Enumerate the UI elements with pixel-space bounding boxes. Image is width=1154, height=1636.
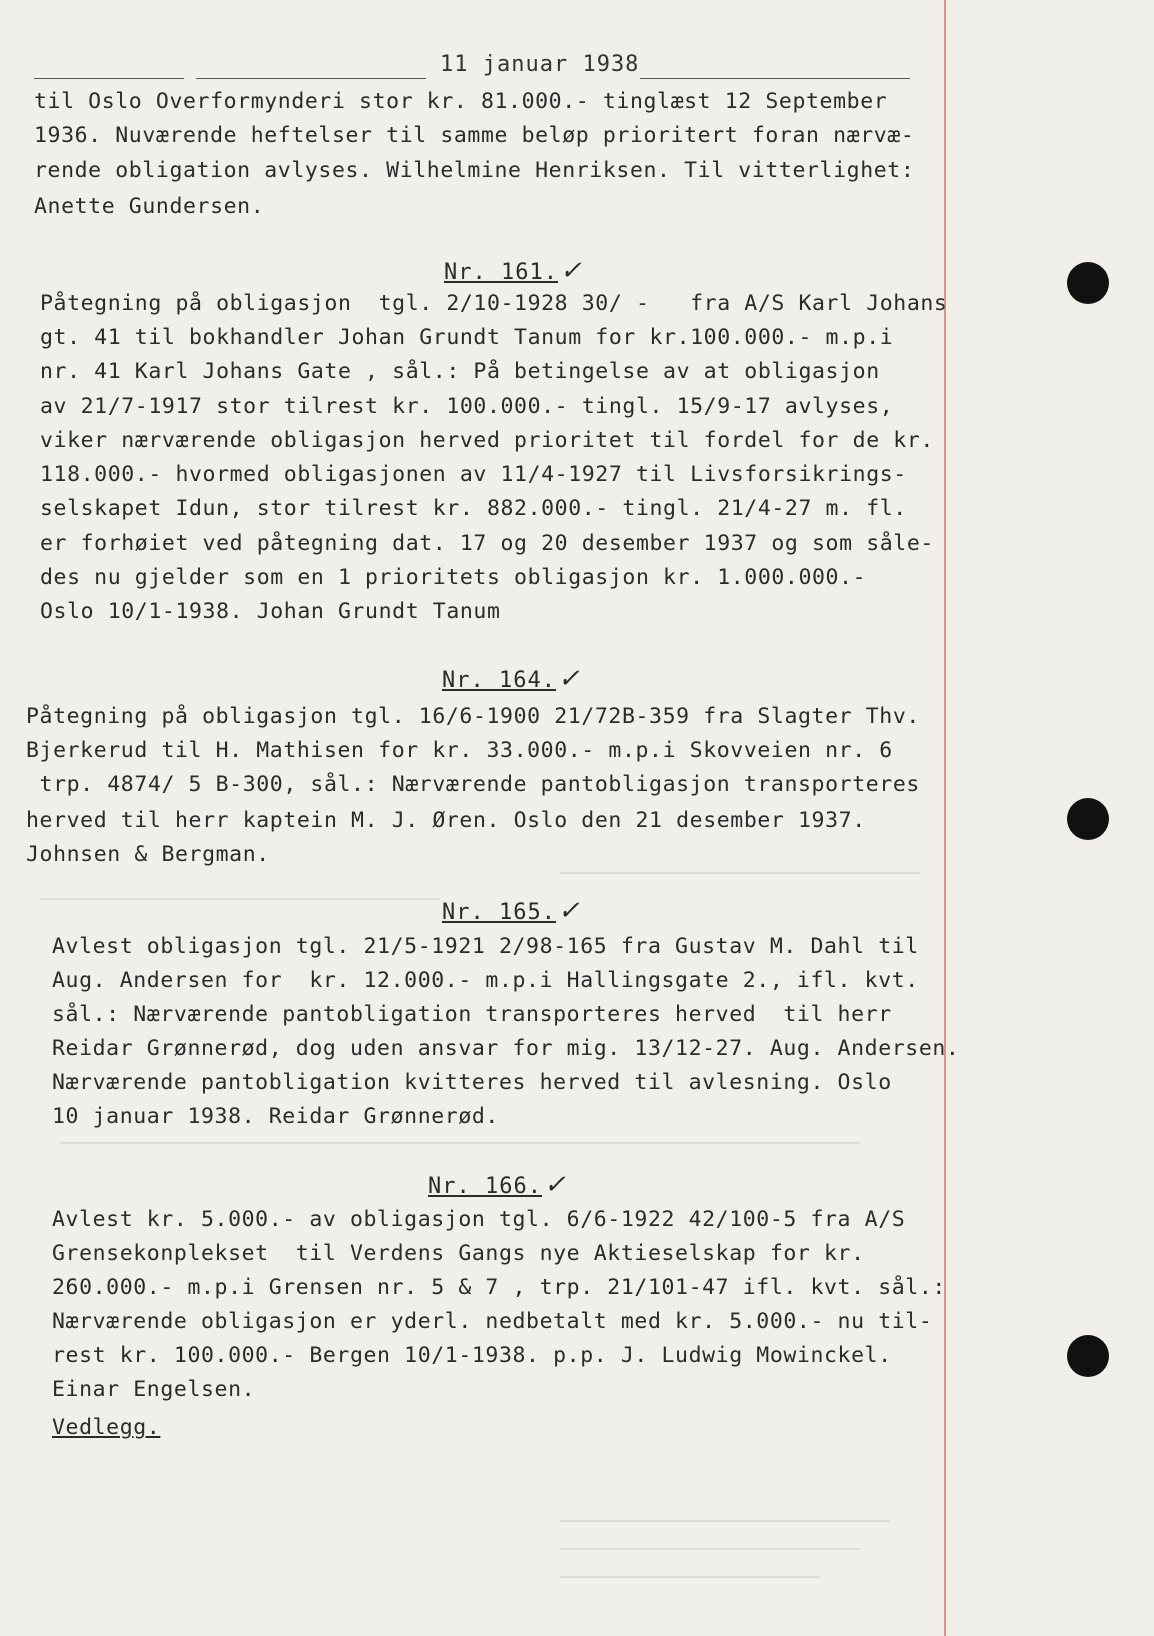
- entry-title: Nr. 164.✓: [442, 664, 581, 694]
- text-line: rende obligation avlyses. Wilhelmine Henriksen. Til vitterlighet:: [34, 158, 915, 183]
- text-line: Påtegning på obligasjon tgl. 2/10-1928 30/ - fra A/S Karl Johans: [40, 291, 948, 316]
- text-line: Påtegning på obligasjon tgl. 16/6-1900 21/72B-359 fra Slagter Thv.: [26, 704, 920, 729]
- text-line: des nu gjelder som en 1 prioritets obligasjon kr. 1.000.000.-: [40, 565, 867, 590]
- punch-hole: [1067, 798, 1109, 840]
- checkmark-icon: ✓: [557, 896, 581, 926]
- text-line: Avlest obligasjon tgl. 21/5-1921 2/98-165 fra Gustav M. Dahl til: [52, 934, 919, 959]
- text-line: Bjerkerud til H. Mathisen for kr. 33.000.- m.p.i Skovveien nr. 6: [26, 738, 893, 763]
- bleed-through: [560, 1576, 820, 1578]
- header-rule: [34, 78, 184, 79]
- text-line: sål.: Nærværende pantobligation transporteres herved til herr: [52, 1002, 892, 1027]
- text-line: Avlest kr. 5.000.- av obligasjon tgl. 6/6-1922 42/100-5 fra A/S: [52, 1207, 906, 1232]
- bleed-through: [560, 1548, 860, 1550]
- text-line: 118.000.- hvormed obligasjonen av 11/4-1927 til Livsforsikrings-: [40, 462, 907, 487]
- text-line: herved til herr kaptein M. J. Øren. Oslo den 21 desember 1937.: [26, 808, 866, 833]
- text-line: av 21/7-1917 stor tilrest kr. 100.000.- tingl. 15/9-17 avlyses,: [40, 394, 894, 419]
- header-rule: [196, 78, 426, 79]
- entry-title: Nr. 165.✓: [442, 896, 581, 926]
- text-line: gt. 41 til bokhandler Johan Grundt Tanum for kr.100.000.- m.p.i: [40, 325, 894, 350]
- text-line: nr. 41 Karl Johans Gate , sål.: På betingelse av at obligasjon: [40, 359, 880, 384]
- checkmark-icon: ✓: [557, 664, 581, 694]
- text-line: selskapet Idun, stor tilrest kr. 882.000.- tingl. 21/4-27 m. fl.: [40, 496, 907, 521]
- punch-hole: [1067, 1335, 1109, 1377]
- entry-title: Nr. 161.✓: [444, 256, 583, 286]
- text-line: til Oslo Overformynderi stor kr. 81.000.- tinglæst 12 September: [34, 89, 888, 114]
- punch-hole: [1067, 262, 1109, 304]
- page-date: 11 januar 1938: [440, 52, 640, 77]
- bleed-through: [560, 1520, 890, 1522]
- text-line: er forhøiet ved påtegning dat. 17 og 20 desember 1937 og som såle-: [40, 531, 934, 556]
- text-line: Einar Engelsen.: [52, 1377, 256, 1402]
- text-line: trp. 4874/ 5 B-300, sål.: Nærværende pantobligasjon transporteres: [26, 772, 920, 797]
- bleed-through: [40, 898, 440, 900]
- margin-line: [944, 0, 946, 1636]
- text-line: 10 januar 1938. Reidar Grønnerød.: [52, 1104, 499, 1129]
- text-line: viker nærværende obligasjon herved prioritet til fordel for de kr.: [40, 428, 934, 453]
- text-line: Anette Gundersen.: [34, 194, 265, 219]
- text-line: Grensekonplekset til Verdens Gangs nye Aktieselskap for kr.: [52, 1241, 865, 1266]
- checkmark-icon: ✓: [559, 256, 583, 286]
- text-line: Oslo 10/1-1938. Johan Grundt Tanum: [40, 599, 501, 624]
- checkmark-icon: ✓: [543, 1170, 567, 1200]
- text-line: Nærværende obligasjon er yderl. nedbetalt med kr. 5.000.- nu til-: [52, 1309, 933, 1334]
- text-line: 1936. Nuværende heftelser til samme beløp prioritert foran nærvæ-: [34, 123, 915, 148]
- text-line: Nærværende pantobligation kvitteres herved til avlesning. Oslo: [52, 1070, 892, 1095]
- bleed-through: [60, 1142, 860, 1144]
- text-line: Aug. Andersen for kr. 12.000.- m.p.i Hallingsgate 2., ifl. kvt.: [52, 968, 919, 993]
- text-line: Reidar Grønnerød, dog uden ansvar for mig. 13/12-27. Aug. Andersen.: [52, 1036, 960, 1061]
- attachment-label: Vedlegg.: [52, 1415, 161, 1440]
- bleed-through: [560, 872, 920, 874]
- text-line: rest kr. 100.000.- Bergen 10/1-1938. p.p. J. Ludwig Mowinckel.: [52, 1343, 892, 1368]
- entry-title: Nr. 166.✓: [428, 1170, 567, 1200]
- text-line: 260.000.- m.p.i Grensen nr. 5 & 7 , trp. 21/101-47 ifl. kvt. sål.:: [52, 1275, 946, 1300]
- text-line: Johnsen & Bergman.: [26, 842, 270, 867]
- header-rule: [640, 78, 910, 79]
